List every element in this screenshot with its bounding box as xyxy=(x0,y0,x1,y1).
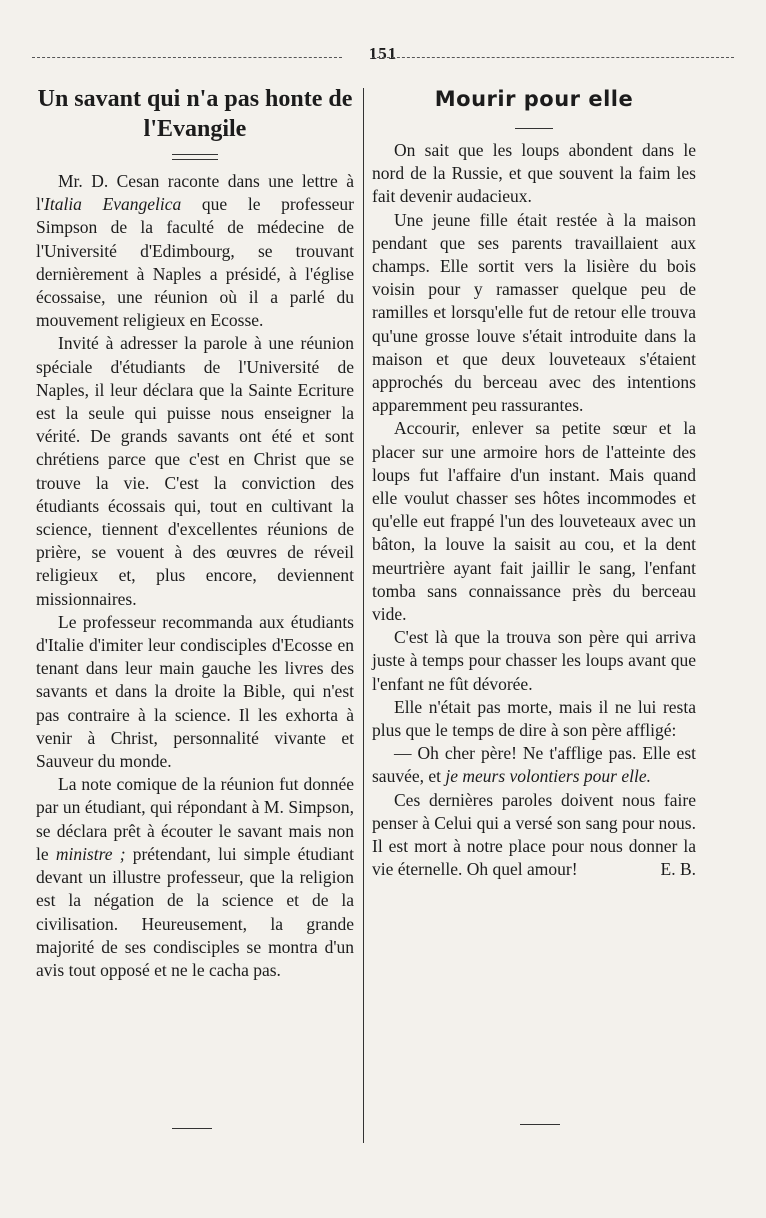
italic-text: Italia Evangelica xyxy=(44,194,182,215)
paragraph-text: — Oh cher père! Ne t'afflige pas. Elle est sauvée, et xyxy=(372,743,696,787)
left-article-title: Un savant qui n'a pas honte de l'Evangile xyxy=(37,86,353,142)
header-rule-right xyxy=(372,57,734,58)
paragraph xyxy=(372,417,696,626)
paragraph xyxy=(372,742,696,788)
paragraph-text: Elle n'était pas morte, mais il ne lui resta plus que le temps de dire à son père affligé: xyxy=(372,696,696,741)
paragraph-text: Mr. D. Cesan raconte dans une lettre à l' xyxy=(36,171,354,215)
paragraph xyxy=(36,611,354,773)
paragraph xyxy=(372,626,696,696)
paragraph xyxy=(36,170,354,332)
page-number: 151 xyxy=(368,44,398,63)
title-double-rule xyxy=(172,154,218,160)
italic-text: ministre ; xyxy=(55,843,126,864)
right-article-body xyxy=(372,139,696,882)
paragraph xyxy=(372,139,696,209)
paragraph-text: Le professeur recommanda aux étudiants d'Italie d'imiter leur condisciples d'Ecosse en tenant dans leur main gauche les livres des savants et dans la droite la Bible, qui n'est pas contraire à la science. Il les exhorta à venir à Christ, personnalité vivante et Sauveur du monde. xyxy=(36,611,354,772)
paragraph xyxy=(372,789,696,882)
right-end-rule xyxy=(520,1124,560,1125)
paragraph-text: que le professeur Simpson de la faculté de médecine de l'Université d'Edimbourg, se trouvant dernièrement à Naples a présidé, à l'église écossaise, une réunion où il a parlé du mouvement religieux en Ecosse. xyxy=(36,194,354,331)
paragraph-text: Invité à adresser la parole à une réunion spéciale d'étudiants de l'Université de Naples, il leur déclara que la Sainte Ecriture est la seule qui puisse nous enseigner la vérité. De grands savants ont été et sont chrétiens parce que c'est en Christ que se trouve la vie. C'est la conviction des étudiants écossais qui, tout en cultivant la science, tiennent d'excellentes réunions de prière, se vouent à des œuvres de réveil religieux et, plus encore, deviennent missionnaires. xyxy=(36,333,354,609)
paragraph-text: On sait que les loups abondent dans le nord de la Russie, et que souvent la faim les fait devenir audacieux. xyxy=(372,140,696,207)
paragraph-text: Une jeune fille était restée à la maison pendant que ses parents travaillaient aux champs. Elle sortit vers la lisière du bois voisin pour y ramasser quelque peu de ramilles et lorsqu'elle fut de retour elle trouva qu'une grosse louve s'était introduite dans la maison et que deux louveteaux s'étaient approchés du berceau avec des intentions apparemment peu rassurantes. xyxy=(372,209,696,416)
header-rule-left xyxy=(32,57,342,58)
italic-text: je meurs volontiers pour elle. xyxy=(445,766,651,787)
left-end-rule xyxy=(172,1128,212,1129)
paragraph xyxy=(372,209,696,418)
right-article xyxy=(372,84,696,882)
paragraph-text: La note comique de la réunion fut donnée par un étudiant, qui répondant à M. Simpson, se déclara prêt à écouter le savant mais non le xyxy=(36,774,354,864)
paragraph-text: Accourir, enlever sa petite sœur et la placer sur une armoire hors de l'atteinte des loups fut l'affaire d'un instant. Mais quand elle voulut chasser ses hôtes incommodes et qu'elle eut frappé l'un des louveteaux avec un bâton, la louve la saisit au cou, et la dent meurtrière ayant fait jaillir le sang, l'enfant tomba sans connaissance près du berceau vide. xyxy=(372,418,696,625)
paragraph xyxy=(372,696,696,742)
right-article-title: Mourir pour elle xyxy=(434,87,634,111)
column-divider xyxy=(363,88,364,1143)
left-article xyxy=(36,84,354,982)
paragraph-text: Ces dernières paroles doivent nous faire penser à Celui qui a versé son sang pour nous. Il est mort à notre place pour nous donner la vie éternelle. Oh quel amour! xyxy=(372,789,696,880)
paragraph xyxy=(36,332,354,610)
title-single-rule xyxy=(515,128,553,129)
paragraph-text: prétendant, lui simple étudiant devant un illustre professeur, que la religion est la négation de la science et de la civilisation. Heureusement, la grande majorité de ses condisciples se montra d'un avis tout opposé et ne le cacha pas. xyxy=(36,843,354,980)
paragraph xyxy=(36,773,354,982)
left-article-body xyxy=(36,170,354,982)
paragraph-text: C'est là que la trouva son père qui arriva juste à temps pour chasser les loups avant que l'enfant ne fût dévorée. xyxy=(372,627,696,694)
author-signature: E. B. xyxy=(660,859,696,880)
